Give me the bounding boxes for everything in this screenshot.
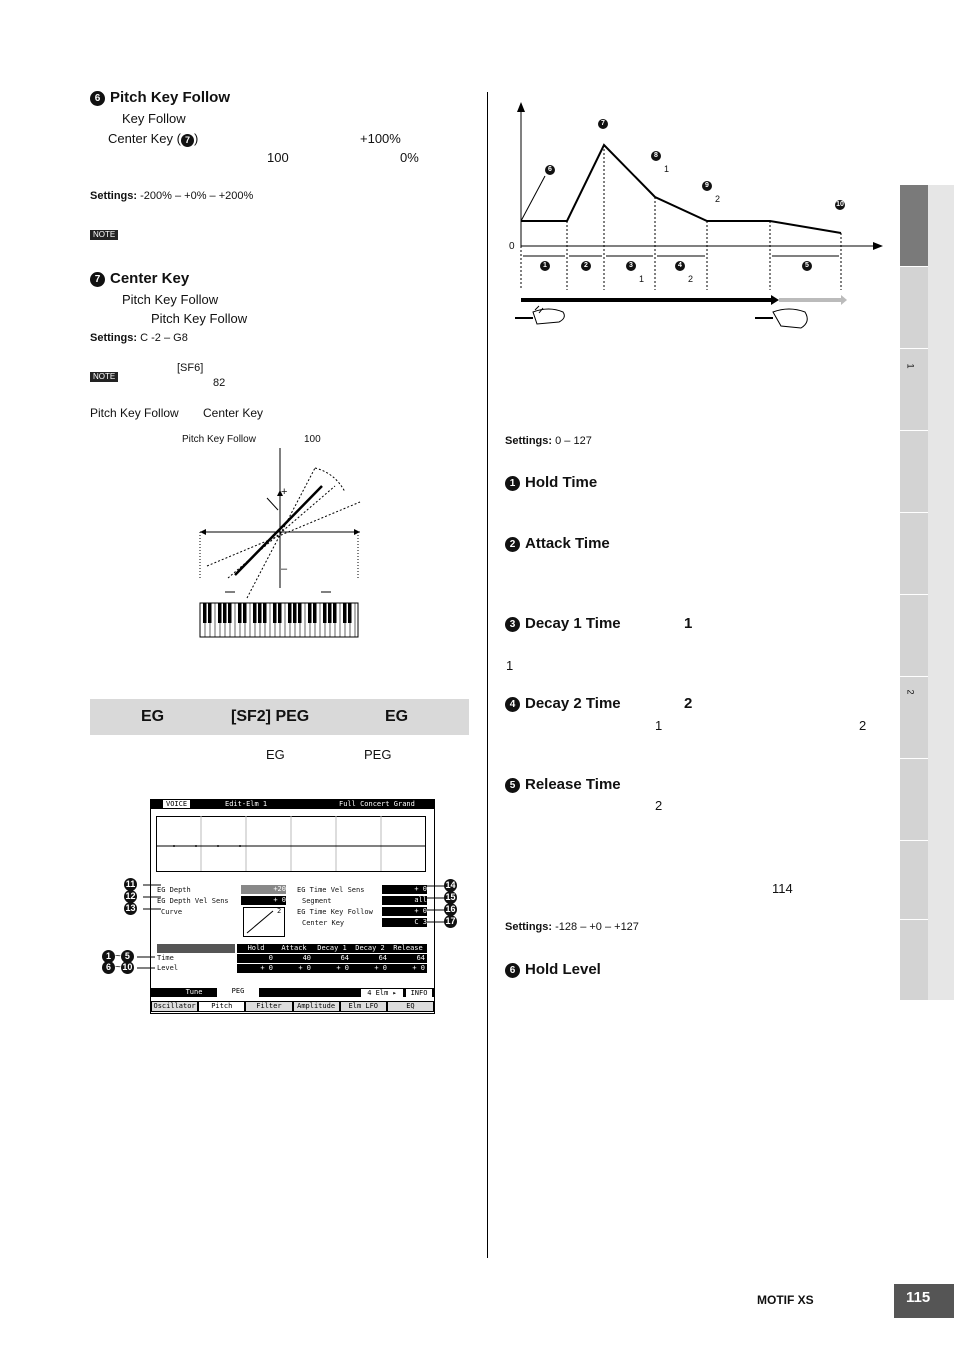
segment-subscript: 1 [639,274,645,284]
note-label: NOTE [90,230,118,240]
segment-1: 1 [540,261,550,271]
sidebar-tab[interactable] [900,920,928,1001]
heading-text: Release Time [525,776,621,793]
diagram-value: 100 [304,434,321,445]
circled-number: 7 [181,134,194,147]
text: ) [193,131,199,146]
segment-5: 5 [802,261,812,271]
body-text: Key Follow [122,111,186,126]
lcd-tab-amplitude[interactable]: Amplitude [294,1002,339,1011]
lcd-col-header: Hold [247,944,265,952]
sidebar-edge [928,185,954,1000]
keyfollow-100-line [235,486,322,575]
callout-15: 15 [445,892,456,902]
band-text: EG [385,708,409,725]
lcd-cell[interactable]: + 0 [298,964,311,972]
note-icon [90,224,118,242]
footer-brand: MOTIF XS [757,1293,814,1307]
lcd-param-value[interactable]: + 0 [382,885,427,894]
heading-release-time [505,776,621,793]
settings-value: -128 – +0 – +127 [555,921,639,933]
hand-release-icon [755,309,807,328]
point-7: 7 [598,119,608,129]
lcd-row-label: Level [157,964,179,972]
body-text [108,131,198,147]
lcd-cell[interactable]: 40 [302,954,311,962]
lcd-cell[interactable]: 0 [268,954,273,962]
lcd-mode: VOICE [163,800,190,808]
note-text: [SF6] [177,362,204,374]
callout-11: 11 [125,879,136,889]
sidebar-tab[interactable] [900,513,928,595]
lcd-info-button[interactable]: INFO [406,989,432,997]
callout-12: 12 [125,891,136,901]
lcd-cell[interactable]: 64 [378,954,387,962]
circled-number: 2 [505,537,520,552]
lcd-tab-pitch[interactable]: Pitch [199,1002,244,1011]
arrow-right-icon [873,242,883,250]
plus-label: + [281,486,288,498]
page-number: 115 [894,1284,954,1318]
note-icon [90,366,118,384]
point-10: 10 [836,201,844,208]
settings-line [505,435,592,447]
segment-4: 4 [675,261,685,271]
heading-text: Hold Time [525,474,598,491]
body-text: 0% [400,150,419,165]
heading-hold-time [505,474,597,491]
heading-suffix: 2 [684,695,693,712]
lcd-header [151,800,434,809]
callout-5: 5 [121,950,134,963]
lcd-param-value[interactable]: C 3 [382,918,427,927]
lcd-curve-value: 2 [277,907,282,915]
heading-hold-level [505,961,601,978]
lcd-subtab-peg[interactable]: PEG [217,987,259,997]
keyfollow-dotted-line [207,502,360,566]
lcd-param-label: Center Key [302,919,345,927]
lcd-param-label: EG Time Key Follow [297,908,373,916]
sidebar-tab-label: 2 [905,689,916,695]
callout-14: 14 [445,880,456,890]
body-text: Pitch Key Follow [122,292,219,307]
callout-6: 6 [102,961,115,974]
heading-center-key [90,270,189,287]
heading-decay2-time [505,695,621,712]
section-band [90,699,469,735]
body-text: 1 [655,718,663,733]
lcd-subtab-tune[interactable]: Tune [175,988,213,997]
lcd-param-label: EG Depth [157,886,191,894]
diagram-label: Pitch Key Follow [182,434,256,445]
body-text: PEG [364,747,392,762]
sidebar-tab[interactable] [900,431,928,513]
circled-number: 1 [505,476,520,491]
key-on-bar [521,298,771,302]
heading-attack-time [505,535,610,552]
axis-zero-label: 0 [509,241,515,252]
minus-label: – [281,563,288,575]
body-text: 2 [655,798,663,813]
release-bar [779,298,841,302]
lcd-col-header: Attack [281,944,307,952]
arrow-up-icon [517,102,525,112]
heading-text: Decay 2 Time [525,695,621,712]
lcd-col-header: Decay 1 [317,944,347,952]
lcd-tab-elm-lfo[interactable]: Elm LFO [341,1002,386,1011]
body-text: 1 [506,658,514,673]
lcd-tab-oscillator[interactable]: Oscillator [153,1002,196,1010]
heading-suffix: 1 [684,615,693,632]
heading-text: Pitch Key Follow [110,89,231,106]
lcd-param-value[interactable]: + 0 [241,896,286,905]
segment-2: 2 [581,261,591,271]
lcd-tab-bar [151,1001,434,1012]
circled-number: 4 [505,697,520,712]
lcd-tab-filter[interactable]: Filter [246,1002,291,1011]
callout-range-6-10 [102,961,134,974]
settings-label: Settings: [90,332,138,344]
point-8: 8 [651,151,661,161]
callout-10: 10 [122,962,133,972]
settings-label: Settings: [505,435,553,447]
tilde: ~ [115,951,121,962]
settings-label: Settings: [90,190,138,202]
heading-text: Attack Time [525,535,610,552]
settings-value: -200% – +0% – +200% [140,190,254,202]
lcd-tab-eq[interactable]: EQ [388,1002,433,1011]
lcd-col-header: Decay 2 [355,944,385,952]
peg-graph [156,816,426,872]
settings-line [505,921,639,933]
eg-envelope-line [521,145,841,233]
leader-line [521,176,545,221]
settings-value: 0 – 127 [555,435,592,447]
circled-number: 5 [505,778,520,793]
sidebar-tab-2[interactable] [900,677,928,759]
key-follow-diagram [195,448,365,643]
arrow-right-icon [354,529,360,535]
lcd-param-label: Segment [302,897,332,905]
arrow-right-icon [771,295,779,305]
circled-number: 6 [505,963,520,978]
arrow-left-icon [200,529,206,535]
circled-number: 7 [90,272,105,287]
lcd-row-label: Time [157,954,174,962]
sidebar-tab-1[interactable] [900,349,928,431]
text: Center Key ( [108,131,181,146]
sidebar-tab[interactable] [900,759,928,841]
point-9: 9 [702,181,712,191]
heading-text: Decay 1 Time [525,615,621,632]
body-text: +100% [360,131,401,146]
heading-pitch-key-follow [90,89,230,106]
page-reference: 114 [772,881,793,896]
sidebar-tab[interactable] [900,595,928,677]
point-subscript: 2 [715,194,721,204]
lcd-voice-name: Full Concert Grand [339,800,415,808]
lcd-param-value[interactable]: all [382,896,427,905]
body-text: EG [266,747,285,762]
lcd-cell[interactable]: + 0 [374,964,387,972]
lcd-param-value-selected[interactable]: +20 [241,885,286,894]
settings-label: Settings: [505,921,553,933]
settings-value: C -2 – G8 [140,332,188,344]
body-text: 100 [267,150,289,165]
arrow-right-icon [841,295,847,305]
lcd-elm-button[interactable]: 4 Elm ▸ [361,989,403,997]
lcd-cell[interactable]: + 0 [260,964,273,972]
callout-17: 17 [445,916,456,926]
lcd-param-label: EG Time Vel Sens [297,886,365,894]
sidebar-tab[interactable] [900,267,928,349]
lcd-title: Edit-Elm 1 [225,800,268,808]
sidebar-tab-active[interactable] [900,185,928,267]
lcd-cell[interactable]: + 0 [336,964,349,972]
heading-text: Center Key [110,270,190,287]
sidebar-tab[interactable] [900,841,928,920]
heading-text: Hold Level [525,961,601,978]
circled-number: 6 [90,91,105,106]
caption-text: Center Key [203,406,264,420]
segment-3: 3 [626,261,636,271]
band-text: EG [141,708,165,725]
callout-13: 13 [125,903,136,913]
band-text: [SF2] PEG [231,708,310,725]
note-text: 82 [213,377,226,389]
lcd-cell[interactable]: 64 [340,954,349,962]
lcd-param-value[interactable]: + 0 [382,907,427,916]
point-6: 6 [545,165,555,175]
callout-1: 1 [102,950,115,963]
heading-decay1-time [505,615,621,632]
leader-line [267,498,278,510]
note-label: NOTE [90,372,118,382]
circled-number: 3 [505,617,520,632]
settings-line [90,190,253,202]
caption-text: Pitch Key Follow [90,406,179,420]
callout-16: 16 [445,904,456,914]
tilde: ~ [115,962,121,973]
body-text: Pitch Key Follow [151,311,248,326]
body-text: 2 [859,718,867,733]
lcd-cell[interactable]: + 0 [412,964,425,972]
hand-press-icon [515,306,564,324]
lcd-col-header: Release [393,944,423,952]
point-subscript: 1 [664,164,670,174]
lcd-param-label: Curve [161,908,183,916]
settings-line [90,332,188,344]
pitch-eg-diagram [505,100,890,335]
keyboard-icon [200,603,358,637]
lcd-cell[interactable]: 64 [416,954,425,962]
segment-subscript: 2 [688,274,694,284]
sidebar-tab-label: 1 [905,363,916,369]
lcd-callout-lines [95,875,465,975]
column-divider [487,92,488,1258]
lcd-param-label: EG Depth Vel Sens [157,897,229,905]
